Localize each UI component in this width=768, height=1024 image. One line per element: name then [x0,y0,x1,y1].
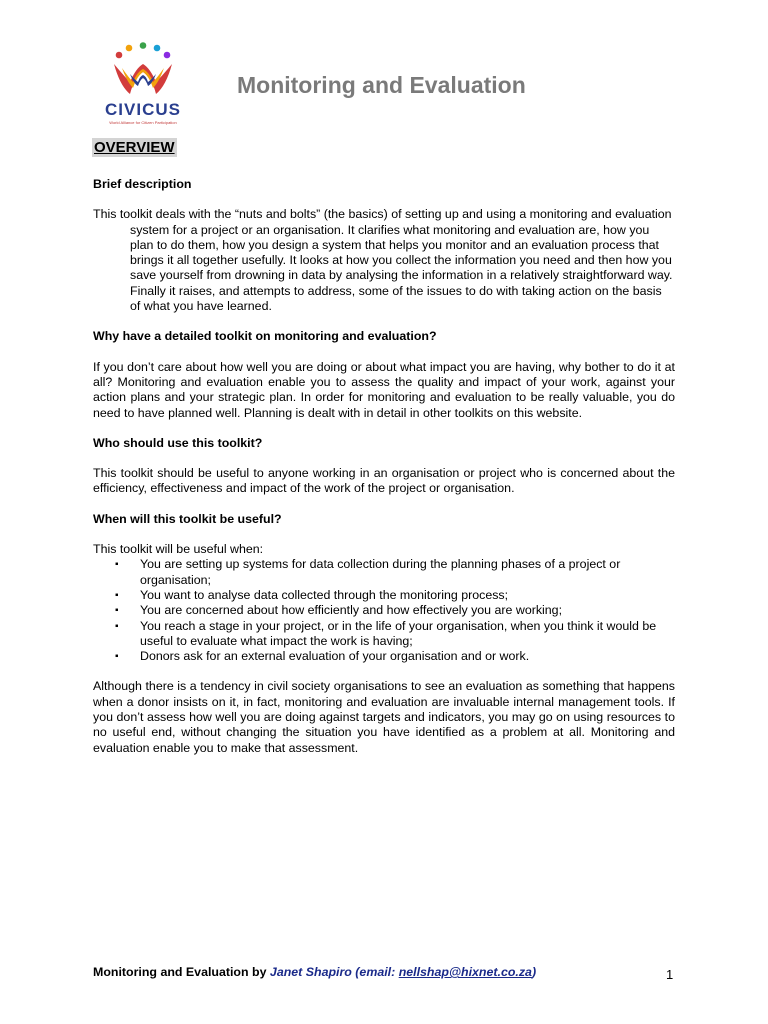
footer-email-suffix: ) [531,965,537,979]
section-heading-overview: OVERVIEW [94,139,175,156]
heading-who-should-use: Who should use this toolkit? [93,435,263,450]
paragraph-brief-description: This toolkit deals with the “nuts and bolts” (the basics) of setting up and using a monitoring and evaluation system for a project or an organisation. It clarifies what monitoring and evaluation are, how you plan to do them, how you design a system that helps you monitor and an evaluation process that brings it all together usefully. It looks at how you collect the information you need and then how you save yourself from drowning in data by analysing the information in a relatively straightforward way. Finally it raises, and attempts to address, some of the issues to do with taking action on the basis of what you have learned. [93,207,673,314]
paragraph-when-intro: This toolkit will be useful when: [93,542,264,557]
document-body [93,177,675,771]
list-item: ▪ You reach a stage in your project, or in the life of your organisation, when you think it would be useful to evaluate what impact the work is having; [93,619,675,650]
footer-email-prefix: (email: [351,965,399,979]
bullet-list-when-useful [93,557,675,664]
civicus-logo [100,42,186,128]
page-footer [93,965,536,979]
heading-brief-description: Brief description [93,177,192,191]
page-number: 1 [666,967,674,982]
paragraph-why-toolkit: If you don’t care about how well you are doing or about what impact you are having, why bother to do it at all? Monitoring and evaluation enable you to assess the quality and impact of your work, against your action plans and your strategic plan. In order for monitoring and evaluation to be really valuable, you do need to have planned well. Planning is dealt with in detail in other toolkits on this website. [93,359,675,420]
civicus-tagline: World Alliance for Citizen Participation [109,120,177,125]
civicus-emblem-icon [100,42,186,102]
footer-email-link[interactable]: nellshap@hixnet.co.za [398,965,532,979]
footer-author: Janet Shapiro [269,965,352,979]
page-title: Monitoring and Evaluation [237,72,526,98]
list-item: ▪ You are setting up systems for data collection during the planning phases of a project or organisation; [93,557,675,588]
paragraph-closing: Although there is a tendency in civil society organisations to see an evaluation as something that happens when a donor insists on it, in fact, monitoring and evaluation are invaluable internal management tools. If you don’t assess how well you are doing against targets and indicators, you may go on using resources to no useful end, without changing the situation you have identified as a problem at all. Monitoring and evaluation enable you to make that assessment. [93,679,675,755]
heading-when-useful: When will this toolkit be useful? [93,511,282,526]
list-item: ▪ You want to analyse data collected through the monitoring process; [93,588,675,603]
list-item: ▪ Donors ask for an external evaluation of your organisation and or work. [93,649,675,664]
list-item: ▪ You are concerned about how efficiently and how effectively you are working; [93,603,675,618]
heading-why-toolkit: Why have a detailed toolkit on monitoring and evaluation? [93,329,437,344]
footer-prefix: Monitoring and Evaluation by [93,965,270,979]
paragraph-who-should-use: This toolkit should be useful to anyone working in an organisation or project who is concerned about the efficiency, effectiveness and impact of the work of the project or organisation. [93,466,675,496]
civicus-wordmark: CIVICUS [105,100,181,119]
